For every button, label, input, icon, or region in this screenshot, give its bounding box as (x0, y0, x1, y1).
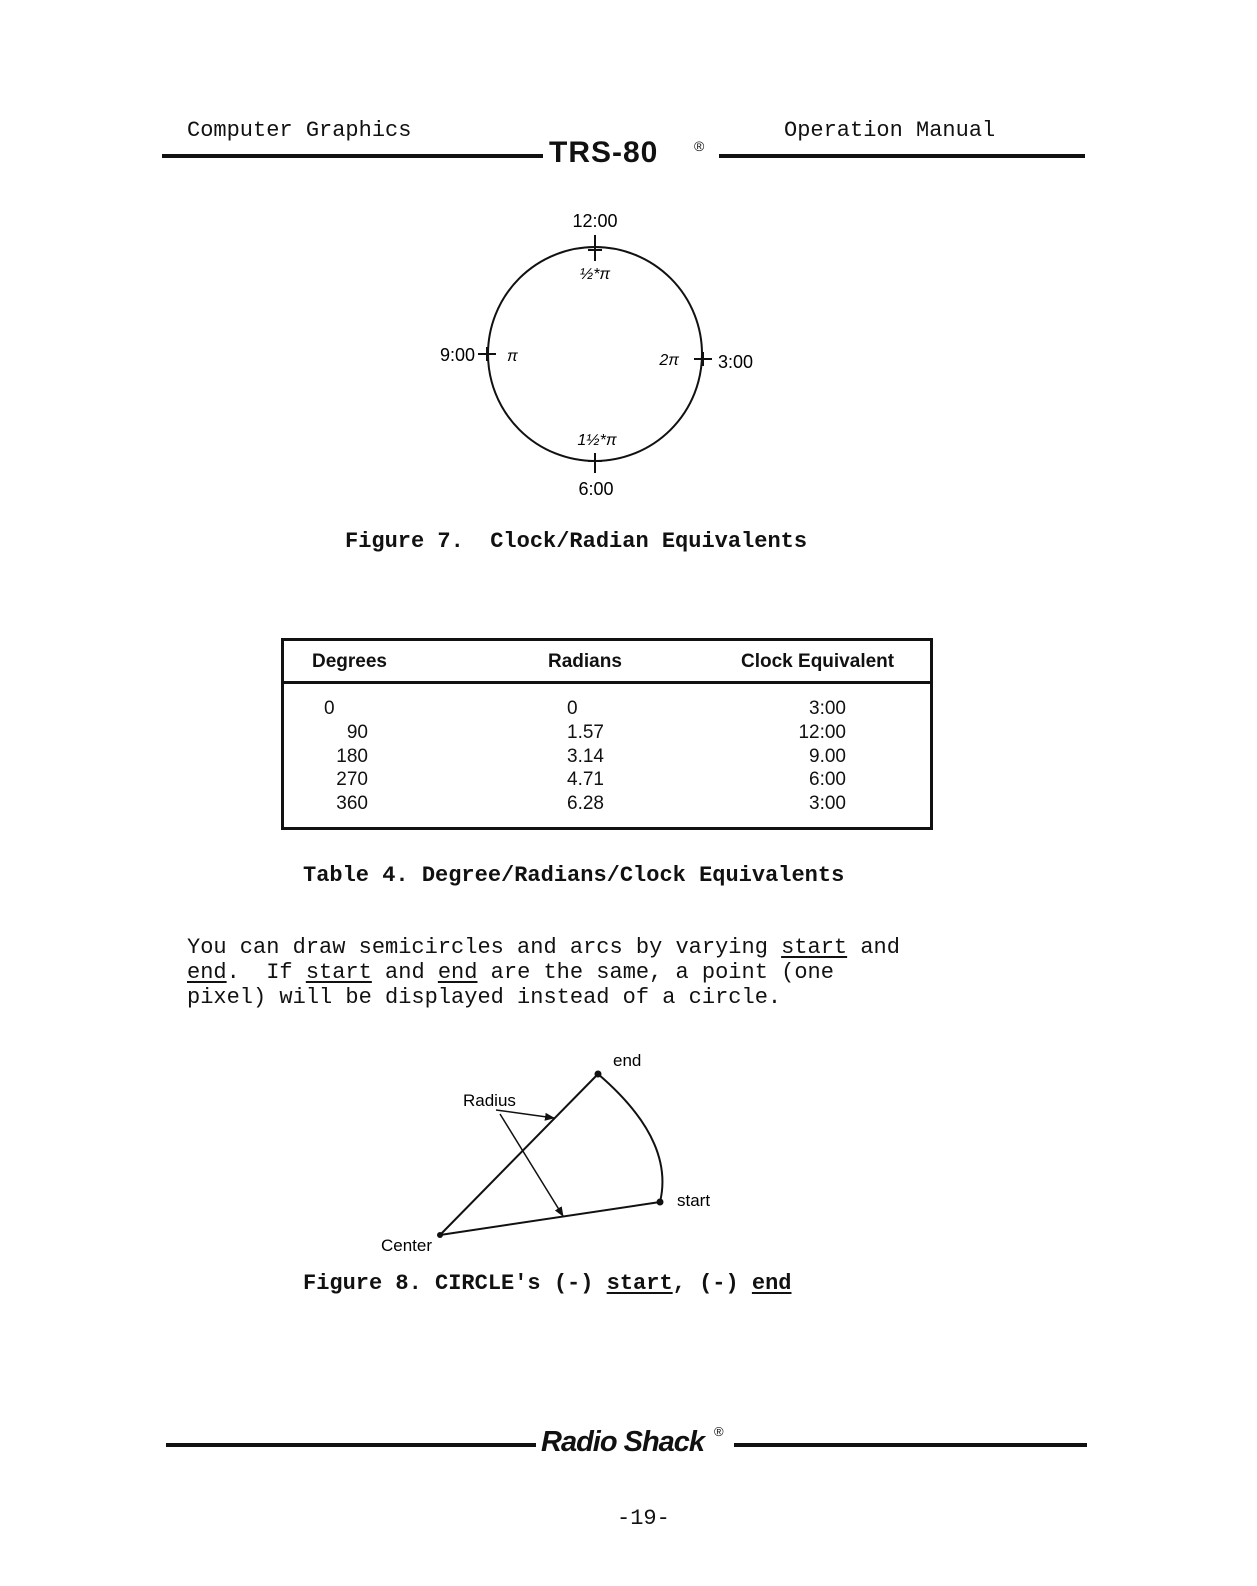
radio-shack-logo: Radio Shack (541, 1426, 705, 1458)
column-degrees (318, 697, 368, 816)
body-paragraph (187, 935, 900, 1010)
keyword-start: start (781, 935, 848, 960)
center-point (437, 1232, 443, 1238)
header-degrees: Degrees (312, 651, 387, 672)
radius-arrow-upper (496, 1110, 554, 1118)
end-point (595, 1071, 602, 1078)
label-end: end (613, 1051, 642, 1070)
cell-clock: 6:00 (809, 769, 846, 791)
footer-rule-right (734, 1443, 1087, 1447)
figure7-caption: Figure 7. Clock/Radian Equivalents (345, 529, 808, 554)
footer-rule-left (166, 1443, 536, 1447)
cell-radians: 4.71 (567, 769, 604, 791)
trs80-logo: TRS-80 (549, 136, 659, 169)
caption-keyword-end: end (751, 1271, 792, 1296)
cell-degrees: 270 (336, 769, 368, 791)
label-center: Center (381, 1236, 433, 1255)
para-text: pixel) will be displayed instead of a circle. (187, 985, 782, 1010)
radius-line-to-start (440, 1202, 660, 1235)
para-text: You can draw semicircles and arcs by varying (187, 935, 782, 960)
header-left-title: Computer Graphics (187, 118, 412, 143)
para-text: and (371, 960, 438, 985)
cell-radians: 6.28 (567, 793, 604, 815)
cell-degrees: 180 (336, 745, 368, 767)
header-rule-left (162, 154, 543, 158)
cell-degrees: 360 (336, 793, 368, 815)
caption-text: , (-) (672, 1271, 752, 1296)
para-text: are the same, a point (one (477, 960, 834, 985)
keyword-end: end (187, 960, 227, 985)
header-clock-equivalent: Clock Equivalent (741, 651, 895, 672)
table4 (281, 638, 933, 830)
label-3-00: 3:00 (718, 352, 754, 372)
keyword-end: end (437, 960, 478, 985)
label-12-00: 12:00 (572, 211, 618, 231)
keyword-start: start (305, 960, 372, 985)
cell-clock: 12:00 (798, 721, 846, 743)
cell-radians: 1.57 (567, 721, 604, 743)
label-pi: π (507, 348, 518, 365)
label-three-half-pi: 1½*π (577, 432, 617, 449)
caption-keyword-start: start (606, 1271, 673, 1296)
cell-clock: 3:00 (809, 698, 846, 719)
cell-clock: 3:00 (809, 793, 846, 815)
header-right-title: Operation Manual (784, 118, 996, 143)
label-9-00: 9:00 (439, 345, 475, 365)
arc-path (598, 1074, 662, 1202)
column-clock (784, 697, 846, 816)
cell-clock: 9.00 (809, 745, 846, 767)
start-point (657, 1199, 664, 1206)
figure8-caption (303, 1271, 792, 1296)
table4-caption: Table 4. Degree/Radians/Clock Equivalents (303, 863, 845, 888)
label-half-pi: ½*π (579, 266, 611, 283)
label-6-00: 6:00 (578, 479, 614, 499)
cell-radians: 3.14 (567, 745, 604, 767)
cell-degrees: 0 (324, 698, 335, 719)
page-number: -19- (617, 1506, 670, 1531)
column-radians (567, 697, 627, 816)
cell-degrees: 90 (346, 721, 368, 743)
figure7-clock-diagram (420, 195, 780, 515)
header-rule-right (719, 154, 1085, 158)
footer-registered-mark: ® (714, 1424, 724, 1439)
caption-text: Figure 8. CIRCLE's (-) (303, 1271, 607, 1296)
label-two-pi: 2π (659, 352, 679, 369)
header-radians: Radians (548, 651, 622, 672)
figure8-arc-diagram (370, 1040, 740, 1265)
table-header-row (284, 641, 930, 684)
label-start: start (677, 1191, 711, 1210)
cell-radians: 0 (567, 698, 578, 719)
label-radius: Radius (463, 1091, 516, 1110)
registered-mark: ® (694, 138, 705, 154)
para-text: and (847, 935, 900, 960)
para-text: . If (226, 960, 306, 985)
